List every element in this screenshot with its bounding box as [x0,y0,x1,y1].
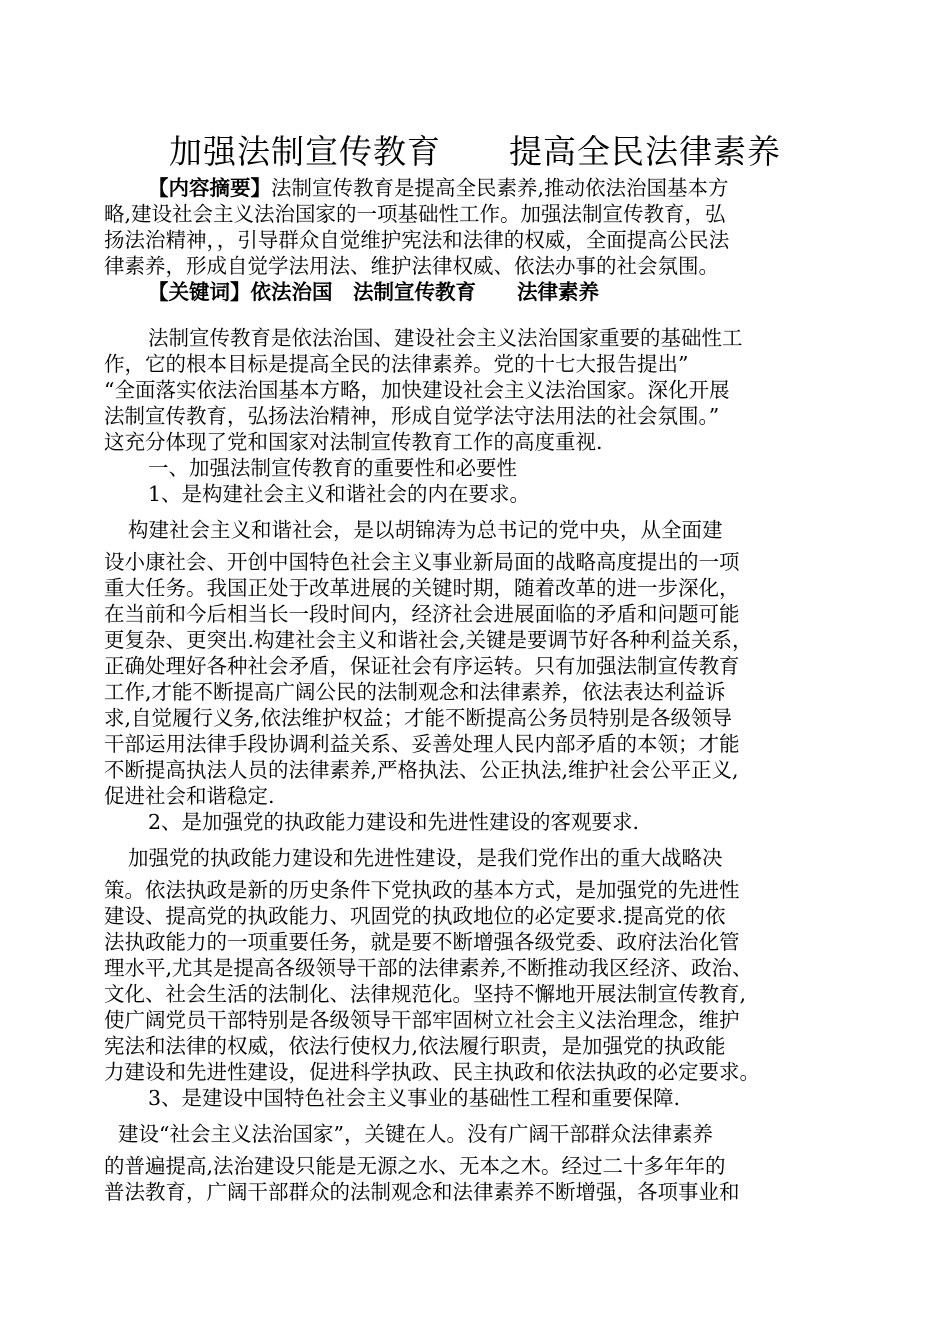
para3-first-line: 建设“社会主义法治国家”，关键在人。没有广阔干部群众法律素养 [118,1122,713,1146]
intro-line-2: 作，它的根本目标是提高全民的法律素养。党的十七大报告提出” [104,352,689,376]
keywords-line [148,280,599,304]
para1-line-3: 在当前和今后相当长一段时间内，经济社会进展面临的矛盾和问题可能 [104,602,740,626]
para3-line-1: 的普遍提高,法治建设只能是无源之水、无本之木。经过二十多年年的 [104,1154,726,1178]
para1-line-8: 干部运用法律手段协调利益关系、妥善处理人民内部矛盾的本领；才能 [104,732,740,756]
abstract-text-1: 法制宣传教育是提高全民素养,推动依法治国基本方 [271,176,729,200]
para1-line-10: 促进社会和谐稳定. [104,784,275,808]
para2-line-3: 法执政能力的一项重要任务，就是要不断增强各级党委、政府法治化管 [104,930,740,954]
subsection-heading-2: 2、是加强党的执政能力建设和先进性建设的客观要求. [148,810,640,834]
para2-line-7: 宪法和法律的权威，依法行使权力,依法履行职责，是加强党的执政能 [104,1034,726,1058]
para1-line-2: 重大任务。我国正处于改革进展的关键时期，随着改革的进一步深化， [104,576,740,600]
section-heading-1: 一、加强法制宣传教育的重要性和必要性 [148,456,517,480]
para1-line-7: 求,自觉履行义务,依法维护权益；才能不断提高公务员特别是各级领导 [104,706,733,730]
para2-line-2: 建设、提高党的执政能力、巩固党的执政地位的必定要求.提高党的依 [104,904,726,928]
document-title: 加强法制宣传教育 提高全民法律素养 [169,132,781,171]
para1-line-9: 不断提高执法人员的法律素养,严格执法、公正执法,维护社会公平正义, [104,758,739,782]
para1-line-5: 正确处理好各种社会矛盾，保证社会有序运转。只有加强法制宣传教育 [104,654,740,678]
keywords-label: 【关键词】 [148,280,251,304]
para3-line-2: 普法教育，广阔干部群众的法制观念和法律素养不断增强，各项事业和 [104,1180,740,1204]
intro-line-1: 法制宣传教育是依法治国、建设社会主义法治国家重要的基础性工 [148,326,743,350]
para2-line-1: 策。依法执政是新的历史条件下党执政的基本方式，是加强党的先进性 [104,878,740,902]
para1-first-line: 构建社会主义和谐社会，是以胡锦涛为总书记的党中央，从全面建 [128,518,723,542]
abstract-line-4: 律素养，形成自觉学法用法、维护法律权威、依法办事的社会氛围。 [104,254,719,278]
para1-line-6: 工作,才能不断提高广阔公民的法制观念和法律素养，依法表达利益诉 [104,680,726,704]
para1-line-1: 设小康社会、开创中国特色社会主义事业新局面的战略高度提出的一项 [104,550,740,574]
para2-line-8: 力建设和先进性建设，促进科学执政、民主执政和依法执政的必定要求。 [104,1060,760,1084]
subsection-heading-3: 3、是建设中国特色社会主义事业的基础性工程和重要保障. [148,1086,681,1110]
abstract-line-2: 略,建设社会主义法治国家的一项基础性工作。加强法制宣传教育，弘 [104,202,726,226]
subsection-heading-1: 1、是构建社会主义和谐社会的内在要求。 [148,482,531,506]
abstract-line-3: 扬法治精神，，引导群众自觉维护宪法和法律的权威，全面提高公民法 [104,228,730,252]
para2-line-6: 使广阔党员干部特别是各级领导干部牢固树立社会主义法治理念，维护 [104,1008,740,1032]
para1-line-4: 更复杂、更突出.构建社会主义和谐社会,关键是要调节好各种利益关系， [104,628,753,652]
intro-line-4: 法制宣传教育，弘扬法治精神，形成自觉学法守法用法的社会氛围。” [104,404,720,428]
para2-line-5: 文化、社会生活的法制化、法律规范化。坚持不懈地开展法制宣传教育, [104,982,747,1006]
abstract-label: 【内容摘要】 [148,176,271,200]
keywords-text: 依法治国 法制宣传教育 法律素养 [250,280,599,304]
intro-line-5: 这充分体现了党和国家对法制宣传教育工作的高度重视. [104,430,603,454]
abstract-line-1 [148,176,729,200]
para2-first-line: 加强党的执政能力建设和先进性建设，是我们党作出的重大战略决 [128,846,723,870]
intro-line-3: “全面落实依法治国基本方略，加快建设社会主义法治国家。深化开展 [104,378,730,402]
para2-line-4: 理水平,尤其是提高各级领导干部的法律素养,不断推动我区经济、政治、 [104,956,753,980]
